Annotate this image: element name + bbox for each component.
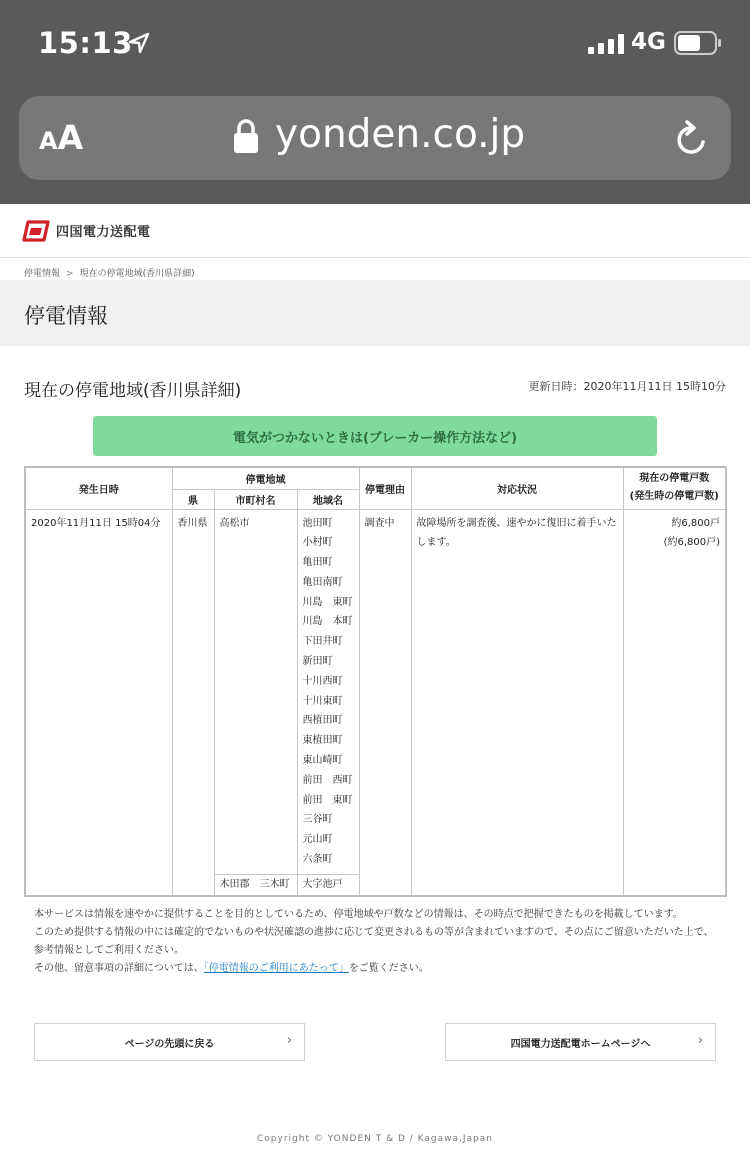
cell-area: 大字池戸 — [297, 874, 359, 895]
header-area: 地域名 — [297, 489, 359, 509]
header-reason: 停電理由 — [359, 467, 411, 509]
header-count: 現在の停電戸数 (発生時の停電戸数) — [623, 467, 726, 509]
note-line: その他、留意事項の詳細については、「停電情報のご利用にあたって」をご覧ください。 — [34, 963, 429, 974]
cell-count: 約6,800戸 (約6,800戸) — [623, 509, 726, 896]
header-status: 対応状況 — [411, 467, 623, 509]
area-name: 亀田南町 — [302, 576, 343, 588]
area-name: 新田町 — [302, 656, 333, 668]
brand-name[interactable]: 四国電力送配電 — [56, 225, 151, 240]
usage-notes-link[interactable]: 「停電情報のご利用にあたって」 — [203, 963, 349, 974]
lock-icon — [233, 118, 259, 154]
title-band — [0, 280, 750, 346]
area-name: 前田 西町 — [302, 774, 353, 786]
header-date: 発生日時 — [25, 467, 172, 509]
area-name: 三谷町 — [302, 814, 333, 826]
area-name: 亀田町 — [302, 557, 333, 569]
chevron-right-icon: › — [286, 1033, 292, 1048]
site-header — [0, 204, 750, 258]
header-city: 市町村名 — [214, 489, 297, 509]
header-area-group: 停電地域 — [172, 467, 359, 489]
area-name: 六条町 — [302, 854, 333, 866]
homepage-button[interactable]: 四国電力送配電ホームページへ › — [445, 1023, 716, 1061]
no-power-help-button[interactable]: 電気がつかないときは(ブレーカー操作方法など) — [93, 416, 657, 456]
cell-pref: 香川県 — [172, 509, 214, 896]
cell-date: 2020年11月11日 15時04分 — [25, 509, 172, 896]
chevron-right-icon: › — [697, 1033, 703, 1048]
updated-timestamp: 更新日時：2020年11月11日 15時10分 — [528, 380, 726, 393]
area-name: 東山崎町 — [302, 755, 343, 767]
area-name: 東植田町 — [302, 735, 343, 747]
battery-icon — [674, 31, 722, 55]
cell-area-list — [297, 509, 359, 874]
url-text[interactable]: yonden.co.jp — [275, 112, 526, 157]
status-time: 15:13 — [38, 26, 133, 60]
cell-city: 木田郡 三木町 — [214, 874, 297, 895]
breadcrumb — [24, 266, 195, 279]
area-name: 小村町 — [302, 537, 333, 549]
area-name: 前田 東町 — [302, 794, 353, 806]
text-size-button[interactable]: AA — [39, 118, 84, 157]
area-name: 下田井町 — [302, 636, 343, 648]
table-row — [25, 509, 726, 874]
yonden-logo-icon[interactable] — [22, 220, 50, 242]
area-name: 池田町 — [302, 517, 333, 529]
section-title: 現在の停電地域(香川県詳細) — [24, 381, 242, 401]
area-name: 西植田町 — [302, 715, 343, 727]
address-bar[interactable] — [19, 96, 731, 180]
network-type: 4G — [631, 29, 666, 55]
area-name: 十川西町 — [302, 675, 343, 687]
area-name: 川島 本町 — [302, 616, 353, 628]
header-pref: 県 — [172, 489, 214, 509]
cell-reason: 調査中 — [359, 509, 411, 896]
breadcrumb-link-outage-info[interactable]: 停電情報 — [24, 269, 61, 279]
note-line: このため提供する情報の中には確定的でないものや状況確認の進捗に応じて変更されるもの等が含まれていますので、その点にご留意いただいた上で、参考情報としてご利用ください。 — [34, 927, 714, 956]
outage-table — [24, 466, 727, 897]
reload-icon[interactable] — [673, 120, 709, 158]
copyright: Copyright © YONDEN T & D / Kagawa,Japan — [257, 1134, 493, 1144]
notes — [34, 906, 718, 978]
cell-city: 高松市 — [214, 509, 297, 874]
browser-chrome — [0, 0, 750, 204]
area-name: 元山町 — [302, 834, 333, 846]
cell-status: 故障場所を調査後、速やかに復旧に着手いたします。 — [411, 509, 623, 896]
page-title: 停電情報 — [24, 304, 108, 328]
chevron-right-icon: > — [66, 269, 74, 279]
breadcrumb-current: 現在の停電地域(香川県詳細) — [79, 269, 195, 279]
area-name: 十川東町 — [302, 695, 343, 707]
note-line: 本サービスは情報を速やかに提供することを目的としているため、停電地域や戸数などの情報は、その時点で把握できたものを掲載しています。 — [34, 909, 683, 920]
location-arrow-icon — [128, 32, 150, 54]
back-to-top-button[interactable]: ページの先頭に戻る › — [34, 1023, 305, 1061]
area-name: 川島 東町 — [302, 596, 353, 608]
cell-signal-icon — [588, 34, 624, 54]
